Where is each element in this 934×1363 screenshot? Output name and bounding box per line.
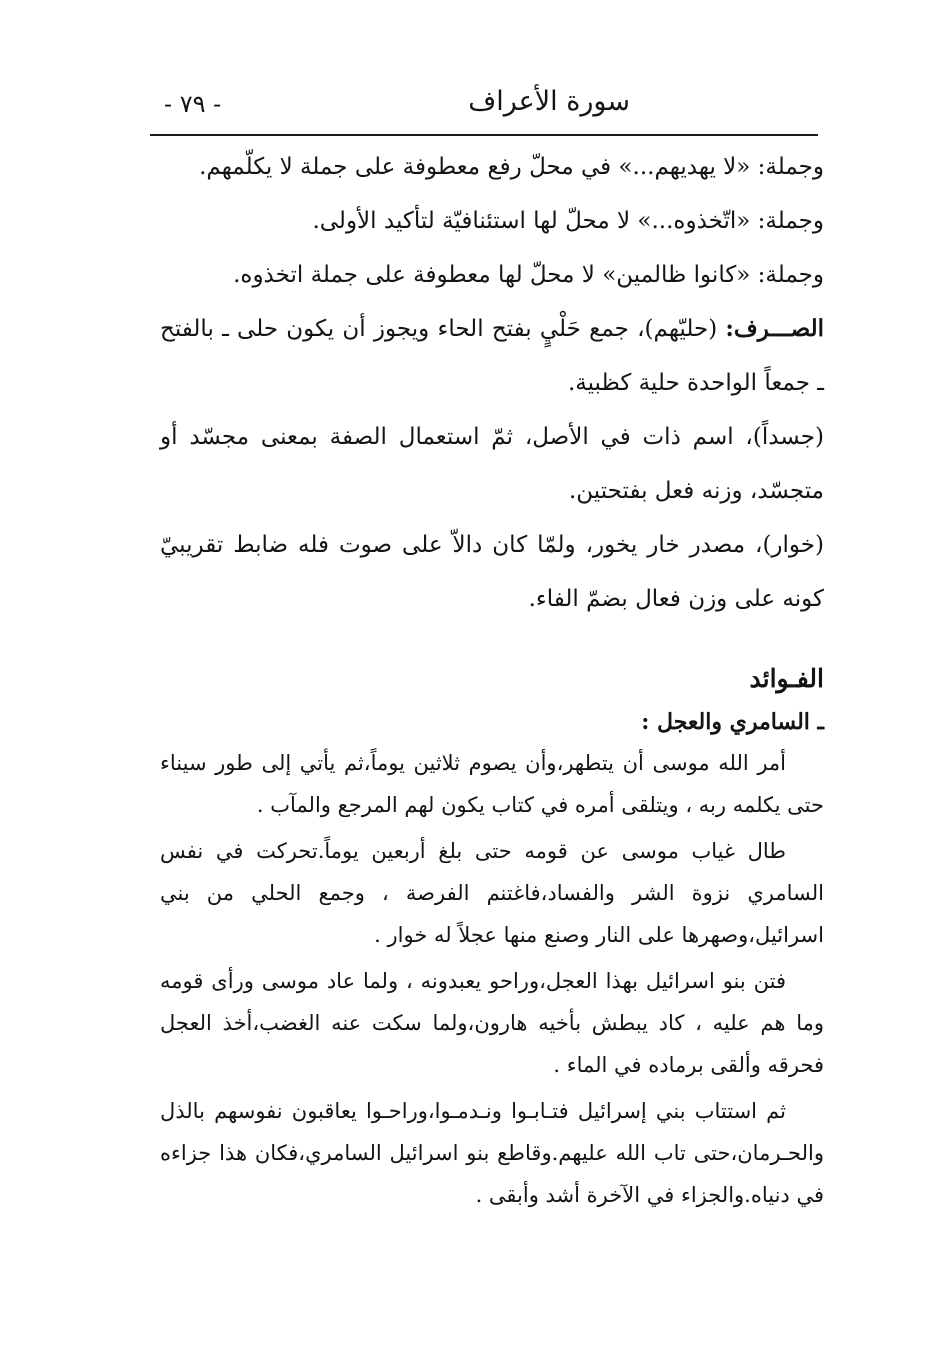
morphology-paragraph: (جسداً)، اسم ذات في الأصل، ثمّ استعمال الصفة بمعنى مجسّد أو متجسّد، وزنه فعل بفتحتين. [160,424,824,504]
morphology-label: الصـــرف: [725,315,825,342]
grammar-paragraph: وجملة: «اتّخذوه...» لا محلّ لها استئنافيّة لتأكيد الأولى. [312,208,824,234]
morphology-text: (حليّهم)، جمع حَلْيٍ بفتح الحاء ويجوز أن يكون حلى ـ بالفتح ـ جمعاً الواحدة حلية كظبية. [160,316,824,396]
page-header [150,82,818,124]
benefits-title: الفـوائد [749,664,824,693]
benefits-paragraph: فتن بنو اسرائيل بهذا العجل،وراحو يعبدونه ، ولما عاد موسى ورأى قومه وما هم عليه ، كاد يبطش بأخيه هارون،ولما سكت عنه الغضب،أخذ العجل فحرقه وألقى برماده في الماء . [160,969,824,1077]
page-number: - ٧٩ - [164,90,222,118]
benefits-paragraph: أمر الله موسى أن يتطهر،وأن يصوم ثلاثين يوماً،ثم يأتي إلى طور سيناء حتى يكلمه ربه ، ويتلقى أمره في كتاب يكون لهم المرجع والمآب . [160,751,824,817]
morphology-paragraph: (خوار)، مصدر خار يخور، ولمّا كان دالاّ على صوت فله ضابط تقريبيّ كونه على وزن فعال بضمّ الفاء. [160,532,824,612]
benefits-paragraph: طال غياب موسى عن قومه حتى بلغ أربعين يوماً.تحركت في نفس السامري نزوة الشر والفساد،فاغتنم الفرصة ، وجمع الحلي من بني اسرائيل،وصهرها على النار وصنع منها عجلاً له خوار . [160,839,824,947]
benefits-subtitle: ـ السامري والعجل : [641,709,824,735]
surah-title: سورة الأعراف [468,86,630,117]
morphology-paragraph [160,302,824,410]
benefits-section [160,742,824,1216]
grammar-paragraph: وجملة: «كانوا ظالمين» لا محلّ لها معطوفة على جملة اتخذوه. [233,262,824,288]
grammar-section [160,140,824,626]
grammar-paragraph: وجملة: «لا يهديهم...» في محلّ رفع معطوفة على جملة لا يكلّمهم. [199,154,824,180]
page-body [160,140,824,1216]
benefits-paragraph: ثم استتاب بني إسرائيل فتـابـوا ونـدمـوا،وراحـوا يعاقبون نفوسهم بالذل والحـرمان،حتى تاب الله عليهم.وقاطع بنو اسرائيل السامري،فكان هذا جزاءه في دنياه.والجزاء في الآخرة أشد وأبقى . [160,1099,824,1207]
header-rule [150,134,818,136]
